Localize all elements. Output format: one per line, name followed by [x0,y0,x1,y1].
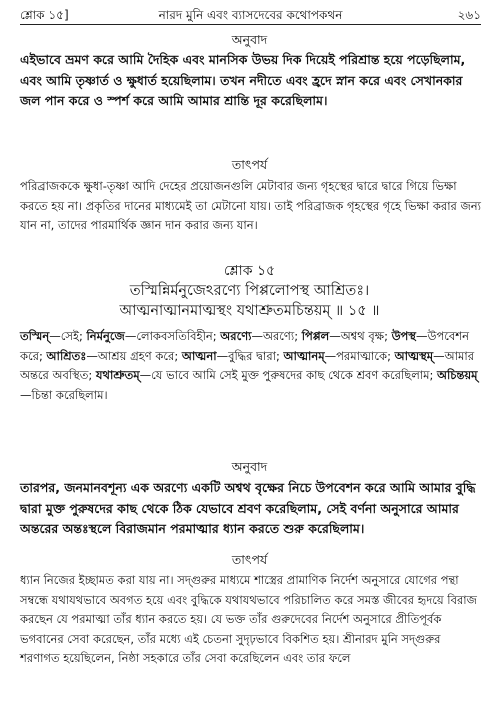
header-chapter-title: নারদ মুনি এবং ব্যাসদেবের কথোপকথন [158,8,343,22]
synonym-meaning: উপবেশন করে [20,329,469,363]
purport-text-2: ধ্যান নিজের ইচ্ছামত করা যায় না। সদ্গুরুর মাধ্যমে শাস্ত্রের প্রামাণিক নির্দেশ অনুসারে যোগের পন্থা সম্বন্ধে যথাযথভাবে অবগত হয়ে এবং বুদ্ধিকে যথাযথভাবে পরিচালিত করে সমস্ত জীবের হৃদয়ে বিরাজ করছেন যে পরমাত্মা তাঁর ধ্যান করতে হয়। যে ভক্ত তাঁর গুরুদেবের নির্দেশ অনুসারে প্রীতিপূর্বক ভগবানের সেবা করেছেন, তাঁর মধ্যে এই চেতনা সুদৃঢ়ভাবে বিকশিত হয়। শ্রীনারদ মুনি সদ্গুরুর শরণাগত হয়েছিলেন, নিষ্ঠা সহকারে তাঁর সেবা করেছিলেন এবং তার ফলে [20,573,477,665]
synonym-meaning: আশ্রয় গ্রহণ করে [97,348,175,363]
header-verse-ref: শ্লোক ১৫] [20,8,69,22]
translation-text: এইভাবে ভ্রমণ করে আমি দৈহিক এবং মানসিক উভয় দিক দিয়েই পরিশ্রান্ত হয়ে পড়েছিলাম, এবং আমি তৃষ্ণার্ত ও ক্ষুধার্ত হয়েছিলাম। তখন নদীতে এবং হ্রদে স্নান করে এবং সেখানকার জল পান করে ও স্পর্শ করে আমি আমার শ্রান্তি দূর করেছিলাম। [20,52,466,108]
page-number: ২৬১ [457,8,481,22]
synonym-meaning: চিন্তা করেছিলাম। [31,387,108,402]
synonym-meaning: পরমাত্মাকে [336,348,388,363]
running-header [20,4,481,25]
translation-heading-2: অনুবাদ [231,459,268,474]
synonym-meaning: বুদ্ধির দ্বারা [228,348,276,363]
purport-text: পরিব্রাজককে ক্ষুধা-তৃষ্ণা আদি দেহের প্রয়োজনগুলি মেটাবার জন্য গৃহস্থের দ্বারে দ্বারে গিয়ে ভিক্ষা করতে হয় না। প্রকৃতির দানের মাধ্যমেই তা মেটানো যায়। তাই পরিব্রাজক গৃহস্থের গৃহে ভিক্ষা করার জন্য যান না, তাদের পারমার্থিক জ্ঞান দান করার জন্য যান। [20,179,481,232]
synonym-term: নির্মনুজে [86,329,125,343]
synonym-meaning: সেই [60,329,79,343]
translation-heading: অনুবাদ [231,32,268,47]
verse-line-1: তস্মিন্নির্মনুজেঽরণ্যে পিপ্পলোপস্থ আশ্রিতঃ। [129,283,370,299]
verse-number: শ্লোক ১৫ [223,263,276,279]
synonyms: তস্মিন্—সেই; নির্মনুজে—লোকবসতিবিহীন; অরণ্যে—অরণ্যে; পিপ্পল—অশ্বথ বৃক্ষ; উপস্থ—উপবেশন করে; আশ্রিতঃ—আশ্রয় গ্রহণ করে; আত্মনা—বুদ্ধির দ্বারা; আত্মানম্—পরমাত্মাকে; আত্মস্থম্—আমার অন্তরে অবস্থিত; যথাশ্রুতম্—যে ভাবে আমি সেই মুক্ত পুরুষদের কাছ থেকে শ্রবণ করেছিলাম; অচিন্তয়ম্—চিন্তা করেছিলাম। [20,329,478,402]
synonym-meaning: অশ্বথ বৃক্ষ [340,329,385,343]
purport-heading: তাৎপর্য [231,157,268,172]
synonym-term: অরণ্যে [220,329,252,343]
synonym-term: পিপ্পল [301,329,330,343]
synonym-term: উপস্থ [391,329,416,343]
synonym-meaning: অরণ্যে [262,329,295,343]
synonym-meaning: লোকবসতিবিহীন [136,329,213,343]
purport-heading-2: তাৎপর্য [231,552,268,567]
synonym-meaning: আমার অন্তরে অবস্থিত [20,348,475,382]
synonym-term: আশ্রিতঃ [46,348,87,363]
synonym-term: তস্মিন্ [20,329,50,343]
synonym-term: অচিন্তয়ম্ [437,368,478,382]
synonym-term: আত্মনা [181,348,217,363]
verse-line-2: আত্মনাত্মানমাত্মস্থং যথাশ্রুতমচিন্তয়ম্ ॥ ১৫ ॥ [119,303,380,319]
translation-text-2: তারপর, জনমানবশূন্য এক অরণ্যে একটি অশ্বথ বৃক্ষের নিচে উপবেশন করে আমি আমার বুদ্ধি দ্বারা মুক্ত পুরুষদের কাছ থেকে ঠিক যেভাবে শ্রবণ করেছিলাম, সেই বর্ণনা অনুসারে আমার অন্তরের অন্তঃস্থলে বিরাজমান পরমাত্মার ধ্যান করতে শুরু করেছিলাম। [20,480,476,536]
synonym-term: আত্মানম্ [283,348,325,363]
synonym-meaning: যে ভাবে আমি সেই মুক্ত পুরুষদের কাছ থেকে শ্রবণ করেছিলাম [151,368,430,382]
synonym-term: যথাশ্রুতম্ [95,368,140,382]
synonym-term: আত্মস্থম্ [394,348,434,363]
